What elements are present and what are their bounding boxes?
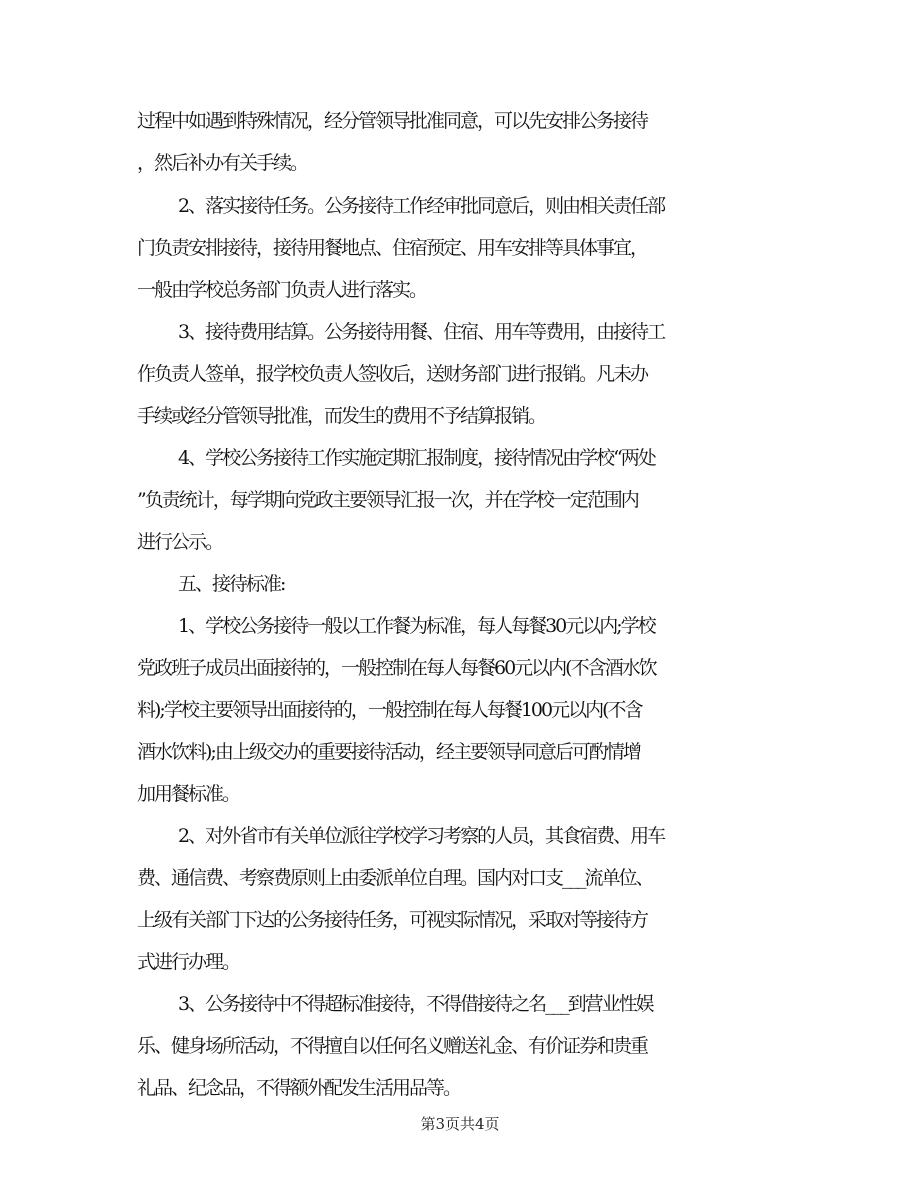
text-line: 3、接待费用结算。公务接待用餐、住宿、用车等费用，由接待工 xyxy=(178,321,665,343)
text-line: 手续或经分管领导批准，而发生的费用不予结算报销。 xyxy=(137,405,546,427)
text-line: 上级有关部门下达的公务接待任务，可视实际情况，采取对等接待方 xyxy=(137,909,648,931)
text-line: 2、落实接待任务。公务接待工作经审批同意后，则由相关责任部 xyxy=(178,195,665,217)
text-line: 加用餐标准。 xyxy=(137,783,240,805)
page-number-footer: 第3页共4页 xyxy=(420,1115,500,1133)
text-line: 乐、健身场所活动，不得擅自以任何名义赠送礼金、有价证券和贵重 xyxy=(137,1035,648,1057)
text-line: 一般由学校总务部门负责人进行落实。 xyxy=(137,279,427,301)
section-heading: 五、接待标准: xyxy=(178,573,285,595)
text-line: 作负责人签单，报学校负责人签收后，送财务部门进行报销。凡未办 xyxy=(137,363,648,385)
text-line: 过程中如遇到特殊情况，经分管领导批准同意，可以先安排公务接待 xyxy=(137,110,648,132)
text-line: 3、公务接待中不得超标准接待，不得借接待之名___到营业性娱 xyxy=(178,993,653,1015)
text-line: 料);学校主要领导出面接待的，一般控制在每人每餐100元以内(不含 xyxy=(137,699,642,721)
text-line: 礼品、纪念品，不得额外配发生活用品等。 xyxy=(137,1077,461,1099)
text-line: 2、对外省市有关单位派往学校学习考察的人员，其食宿费、用车 xyxy=(178,825,665,847)
text-line: 4、学校公务接待工作实施定期汇报制度，接待情况由学校“两处 xyxy=(178,447,655,469)
text-line: 费、通信费、考察费原则上由委派单位自理。国内对口支___流单位、 xyxy=(137,867,653,889)
text-line: 党政班子成员出面接待的，一般控制在每人每餐60元以内(不含酒水饮 xyxy=(137,657,656,679)
text-line: ”负责统计，每学期向党政主要领导汇报一次，并在学校一定范围内 xyxy=(137,489,638,511)
text-line: ，然后补办有关手续。 xyxy=(137,152,308,174)
text-line: 门负责安排接待，接待用餐地点、住宿预定、用车安排等具体事宜， xyxy=(137,237,648,259)
text-line: 进行公示。 xyxy=(137,531,223,553)
text-line: 式进行办理。 xyxy=(137,951,240,973)
text-line: 1、学校公务接待一般以工作餐为标准，每人每餐30元以内;学校 xyxy=(178,615,655,637)
text-line: 酒水饮料);由上级交办的重要接待活动，经主要领导同意后可酌情增 xyxy=(137,741,640,763)
